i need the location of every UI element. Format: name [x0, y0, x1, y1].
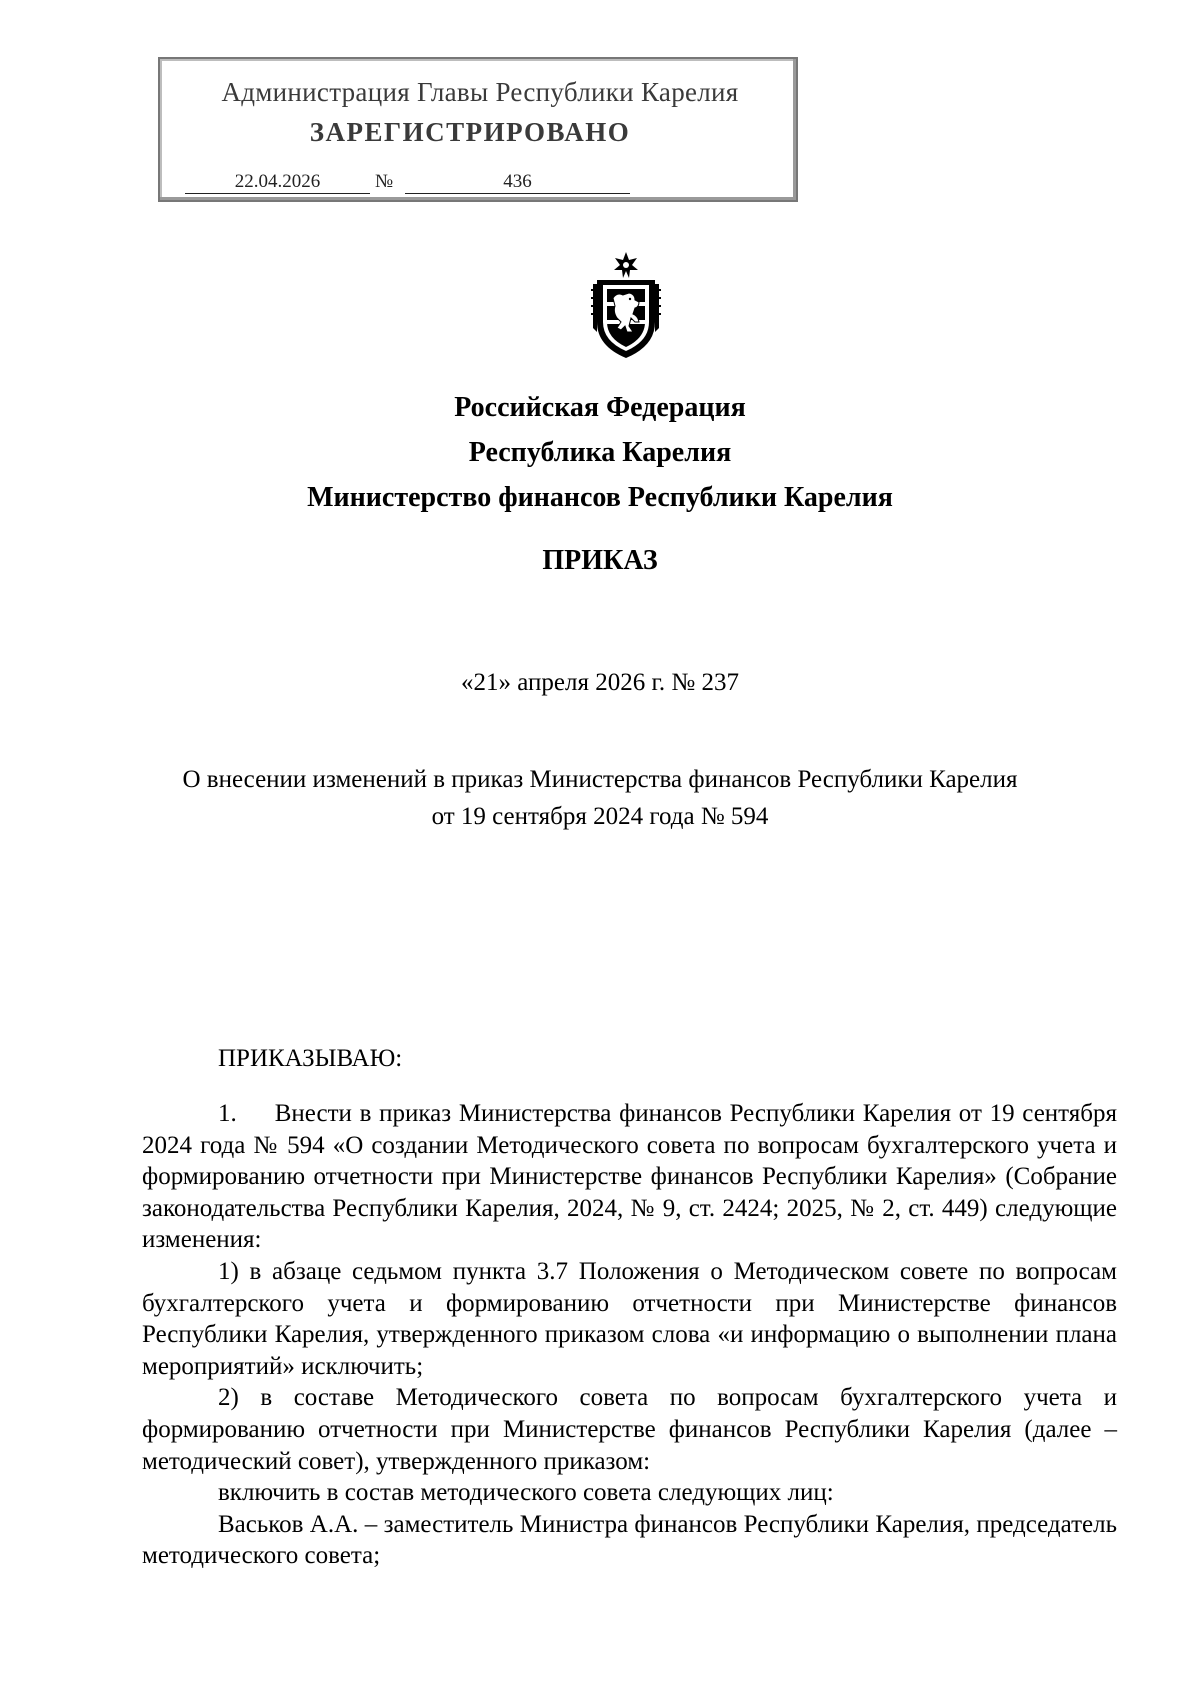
subitem-1: 1) в абзаце седьмом пункта 3.7 Положения о Методическом совете по вопросам бухгалтерского учета и формированию отчетности при Министерстве финансов Республики Карелия, утвержденного приказом слова «и информацию о выполнении плана мероприятий» исключить;: [142, 1257, 1117, 1380]
order-word: ПРИКАЗЫВАЮ:: [218, 1045, 403, 1072]
karelia-coat-of-arms-icon: [583, 250, 669, 360]
stamp-number-label: №: [375, 171, 394, 192]
document-subject-line1: О внесении изменений в приказ Министерства финансов Республики Карелия: [182, 766, 1018, 793]
document-type: ПРИКАЗ: [542, 545, 658, 576]
item-1-text: Внести в приказ Министерства финансов Республики Карелия от 19 сентября 2024 года № 594 «О создании Методического совета по вопросам бухгалтерского учета и формированию отчетности при Министерстве финансов Республики Карелия» (Собрание законодательства Республики Карелия, 2024, № 9, ст. 2424; 2025, № 2, ст. 449) следующие изменения:: [142, 1100, 1117, 1254]
stamp-number: 436: [405, 171, 630, 194]
document-body: [142, 1098, 1117, 1572]
stamp-organization: Администрация Главы Республики Карелия: [221, 77, 739, 107]
document-date-number: «21» апреля 2026 г. № 237: [460, 669, 739, 696]
header-country: Российская Федерация: [454, 392, 746, 423]
member-1: Васьков А.А. – заместитель Министра финансов Республики Карелия, председатель методического совета;: [142, 1510, 1117, 1570]
include-members: включить в состав методического совета следующих лиц:: [218, 1479, 834, 1507]
header-republic: Республика Карелия: [468, 437, 732, 468]
stamp-registration-row: [185, 171, 605, 195]
item-1: [142, 1098, 1117, 1256]
registration-stamp: [158, 57, 798, 202]
header-ministry: Министерство финансов Республики Карелия: [307, 482, 893, 513]
stamp-date: 22.04.2026: [185, 171, 370, 194]
subitem-2: 2) в составе Методического совета по вопросам бухгалтерского учета и формированию отчетности при Министерстве финансов Республики Карелия (далее – методический совет), утвержденного приказом:: [142, 1384, 1117, 1475]
stamp-status: ЗАРЕГИСТРИРОВАНО: [309, 117, 631, 147]
item-1-number: 1.: [218, 1100, 237, 1127]
document-subject-line2: от 19 сентября 2024 года № 594: [431, 803, 769, 830]
